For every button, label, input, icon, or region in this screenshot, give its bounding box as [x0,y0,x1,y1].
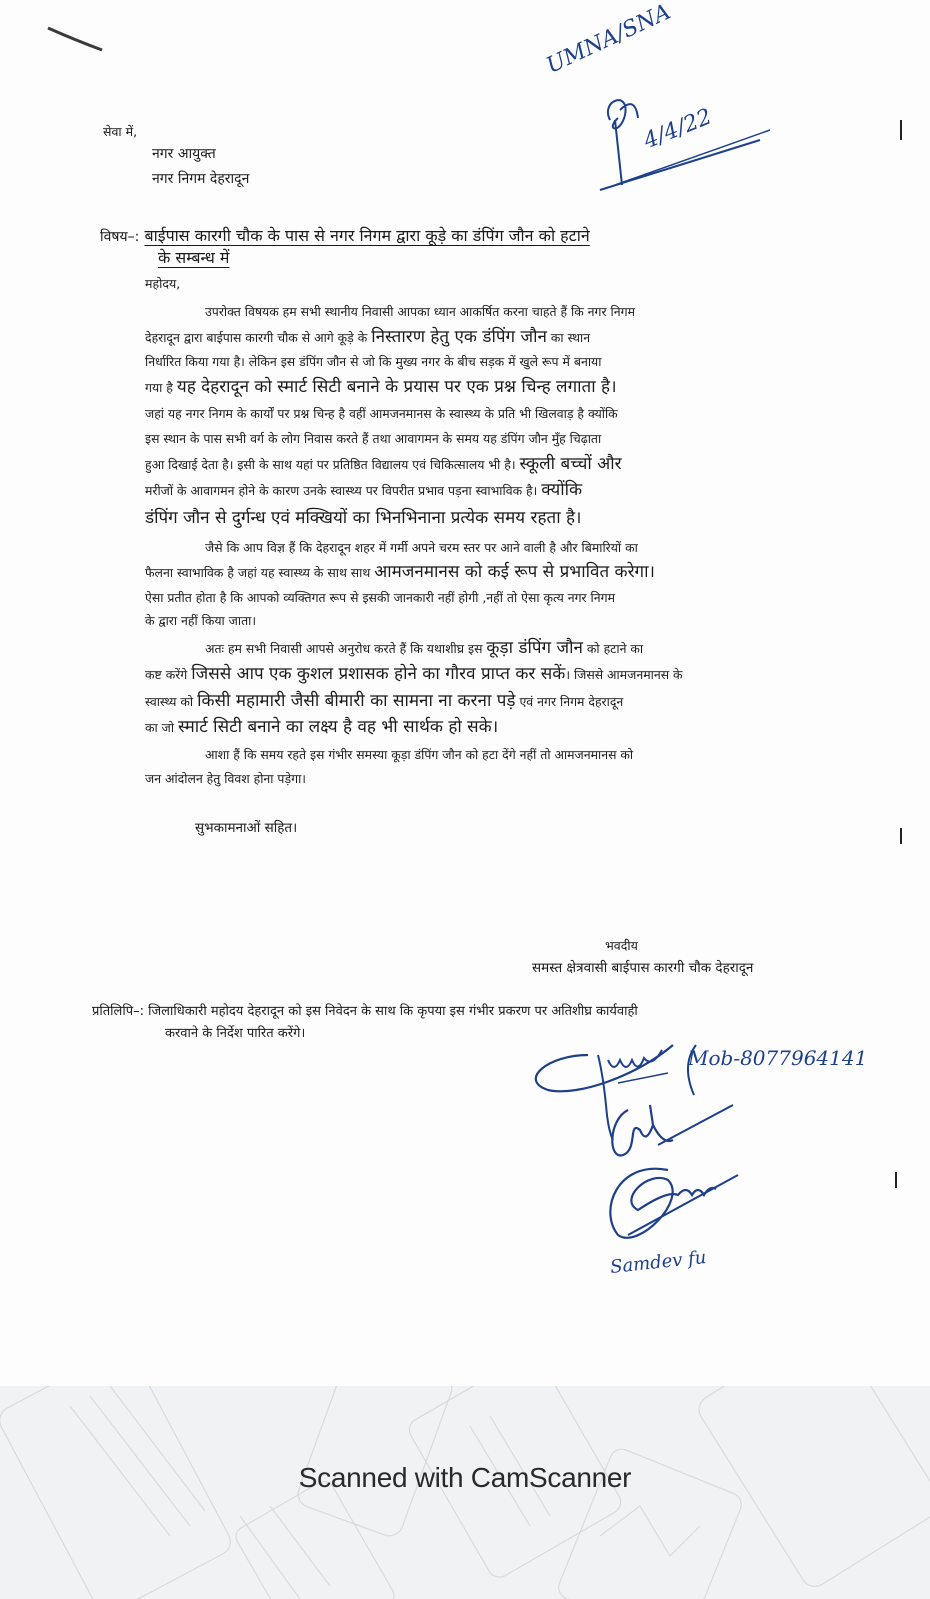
body-text: कष्ट करेंगे [145,667,192,682]
subject-label: विषय–: [100,229,140,245]
greeting: महोदय, [145,276,181,291]
edge-mark [900,120,902,140]
body-line [145,402,855,430]
closing: सुभकामनाओं सहित। [195,820,298,836]
body-text: जहां यह नगर निगम के कार्यों पर प्रश्न चिन्ह है वहीं आमजनमानस के स्वास्थ्य के प्रति भी खिलवाड़ है क्योंकि [145,406,618,421]
body-text: फैलना स्वाभाविक है जहां यह स्वास्थ्य के साथ साथ [145,565,375,580]
recipient-line-1: नगर आयुक्त [152,146,216,162]
handwritten-note-umna-sna: UMNA/SNA [542,0,675,79]
body-text: अतः हम सभी निवासी आपसे अनुरोध करते हैं कि यथाशीघ्र इस [205,641,487,656]
handwritten-date-top: 4/4/22 [640,104,716,155]
body-text: आशा हैं कि समय रहते इस गंभीर समस्या कूड़ा डंपिंग जौन को हटा देंगे नहीं तो आमजनमानस को [205,747,634,762]
body-text: स्वास्थ्य को [145,694,198,709]
emphasized-text: स्कूली बच्चों और [519,454,622,474]
body-text: एवं नगर निगम देहरादून [515,694,624,709]
body-text: हुआ दिखाई देता है। इसी के साथ यहां पर प्रतिष्ठित विद्यालय एवं चिकित्सालय भी है। [145,457,520,472]
body-line [145,560,855,588]
sender: समस्त क्षेत्रवासी बाईपास कारगी चौक देहरादून [532,960,754,976]
body-line [145,300,855,328]
body-line [145,636,855,664]
body-text: जैसे कि आप विज्ञ हैं कि देहरादून शहर में गर्मी अपने चरम स्तर पर आने वाली है और बिमारियों का [205,540,638,555]
body-text: उपरोक्त विषयक हम सभी स्थानीय निवासी आपका ध्यान आकर्षित करना चाहते हैं कि नगर निगम [205,304,635,319]
corner-crease-mark [40,20,150,80]
body-text: का जो [145,720,179,735]
copy-text-1: जिलाधिकारी महोदय देहरादून को इस निवेदन के साथ कि कृपया इस गंभीर प्रकरण पर अतिशीघ्र कार्यवाही [148,1004,638,1019]
emphasized-text: निस्तारण हेतु एक डंपिंग जौन [371,327,547,347]
body-text: ऐसा प्रतीत होता है कि आपको व्यक्तिगत रूप से इसकी जानकारी नहीं होगी ,नहीं तो ऐसा कृत्य नगर निगम [145,590,616,605]
signature-paren [676,1040,706,1100]
salutation-to: सेवा में, [103,124,138,139]
body-text: निर्धारित किया गया है। लेकिन इस डंपिंग जौन से जो कि मुख्य नगर के बीच सड़क में खुले रूप में बनाया [145,354,602,369]
body-line [145,350,855,378]
body-text: इस स्थान के पास सभी वर्ग के लोग निवास करते हैं तथा आवागमन के समय यह डंपिंग जौन मुँह चिढ़ाता [145,431,602,446]
body-line [145,506,855,534]
body-text: देहरादून द्वारा बाईपास कारगी चौक से आगे कूड़े के [145,330,372,345]
body-line [145,427,855,455]
emphasized-text: डंपिंग जौन से दुर्गन्ध एवं मक्खियों का भिनभिनाना प्रत्येक समय रहता है। [145,508,582,528]
camscanner-watermark: Scanned with CamScanner [298,1462,632,1493]
body-line [145,478,855,506]
emphasized-text: आमजनमानस को कई रूप से प्रभावित करेगा। [374,562,655,582]
body-text: के द्वारा नहीं किया जाता। [145,613,257,628]
body-line [145,689,855,717]
body-text: जन आंदोलन हेतु विवश होना पड़ेगा। [145,771,306,786]
emphasized-text: जिससे आप एक कुशल प्रशासक होने का गौरव प्राप्त कर सकें [191,664,566,684]
copy-line-2: करवाने के निर्देश पारित करेंगे। [165,1026,306,1041]
emphasized-text: क्योंकि [541,480,583,500]
body-line [145,609,855,637]
emphasized-text: स्मार्ट सिटी बनाने का लक्ष्य है वह भी सार्थक हो सके। [178,717,499,737]
body-line [145,715,855,743]
recipient-line-2: नगर निगम देहरादून [152,171,250,187]
copy-line-1 [92,1005,638,1018]
edge-mark [900,828,902,844]
emphasized-text: कूड़ा डंपिंग जौन [486,638,583,658]
signature-2 [598,1100,778,1250]
body-text: को हटाने का [582,641,644,656]
subject-line-1: बाईपास कारगी चौक के पास से नगर निगम द्वारा कूड़े का डंपिंग जौन को हटाने [144,226,590,245]
body-line [145,375,855,403]
handwritten-mobile-number: Mob-8077964141 [688,1046,868,1070]
emphasized-text: यह देहरादून को स्मार्ट सिटी बनाने के प्रयास पर एक प्रश्न चिन्ह लगाता है। [176,377,617,397]
body-line [145,662,855,690]
body-line [145,452,855,480]
body-line [145,767,855,795]
body-text: का स्थान [546,330,591,345]
body-line [145,325,855,353]
emphasized-text: किसी महामारी जैसी बीमारी का सामना ना करना पड़े [197,691,516,711]
body-text: मरीजों के आवागमन होने के कारण उनके स्वास्थ्य पर विपरीत प्रभाव पड़ना स्वाभाविक है। [145,483,542,498]
body-text: । जिससे आमजनमानस के [565,667,683,682]
edge-mark [895,1172,897,1188]
body-text: गया है [145,380,177,395]
handwritten-name-bottom: Samdev fu [609,1247,708,1278]
copy-label: प्रतिलिपि–: [92,1004,144,1019]
subject-line-2: के सम्बन्ध में [158,248,230,267]
yours-faithfully: भवदीय [605,938,638,953]
camscanner-footer [0,1386,930,1599]
subject-block [100,224,590,246]
